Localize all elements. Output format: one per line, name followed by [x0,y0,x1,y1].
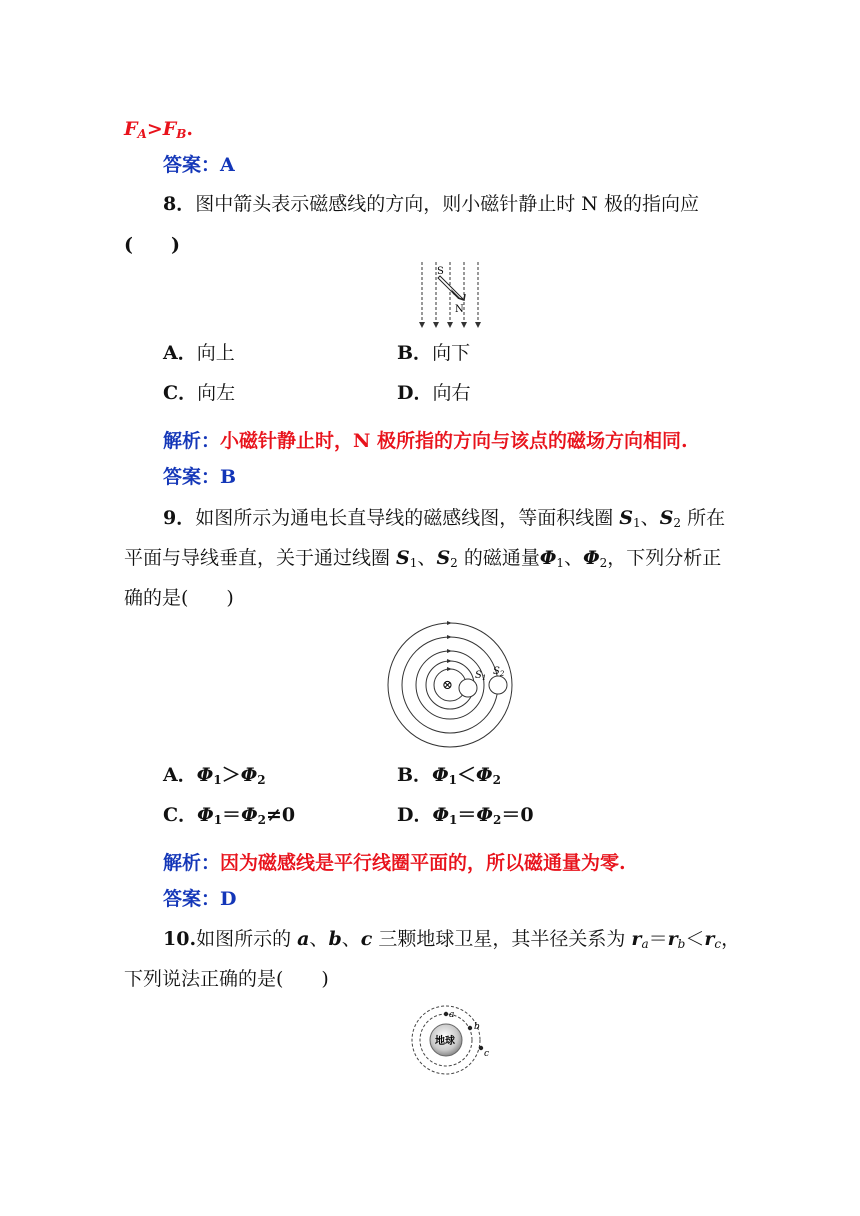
q9-stem-line3: 确的是( ) [124,587,234,609]
q8-analysis: 解析：小磁针静止时，N 极所指的方向与该点的磁场方向相同. [163,430,688,452]
q7-conclusion: $F_A>F_B$. [124,118,194,141]
q9-option-b: B．$\Phi_1<\Phi_2$ [397,764,501,787]
q8-stem-line1: 8．图中箭头表示磁感线的方向，则小磁针静止时 N 极的指向应 [163,193,699,215]
q8-option-c: C．向左 [163,382,236,404]
q9-stem-line1: 9．如图所示为通电长直导线的磁感线图，等面积线圈 $S_1$、$S_2$ 所在 [163,507,726,530]
q10-label-a: a [449,1010,455,1020]
q9-option-c: C．$\Phi_1=\Phi_2\ne 0$ [163,804,296,827]
q8-stem-line2: ( ) [124,234,180,256]
q8-label-n: N [455,304,464,315]
q9-answer: 答案：D [163,888,237,910]
q10-stem-line2: 下列说法正确的是( ) [124,968,329,990]
q9-analysis: 解析：因为磁感线是平行线圈平面的，所以磁通量为零. [163,852,626,874]
q9-option-a: A．$\Phi_1>\Phi_2$ [163,764,266,787]
q8-option-b: B．向下 [397,342,471,364]
q9-field-lines-figure [386,620,516,750]
q8-option-a: A．向上 [163,342,235,364]
q9-label-s2: $S_2$ [493,666,505,678]
q7-answer: 答案：A [163,154,235,176]
q10-label-c: c [484,1049,490,1059]
q10-earth-label: 地球 [435,1036,455,1047]
q9-wire-symbol: ⊗ [442,678,453,693]
q8-answer: 答案：B [163,466,237,488]
q9-label-s1: $S_1$ [475,670,487,682]
q10-stem-line1: 10.如图所示的 a、b、c 三颗地球卫星，其半径关系为 $r_a=r_b<r_c$， [163,928,741,951]
q8-option-d: D．向右 [397,382,471,404]
q8-compass-figure [418,260,482,330]
q8-label-s: S [437,266,444,277]
q10-satellite-figure [406,1004,496,1084]
q9-option-d: D．$\Phi_1=\Phi_2=0$ [397,804,534,827]
q10-label-b: b [474,1022,480,1032]
q9-stem-line2: 平面与导线垂直，关于通过线圈 $S_1$、$S_2$ 的磁通量$\Phi_1$、$\Phi_2$，下列分析正 [124,547,722,570]
